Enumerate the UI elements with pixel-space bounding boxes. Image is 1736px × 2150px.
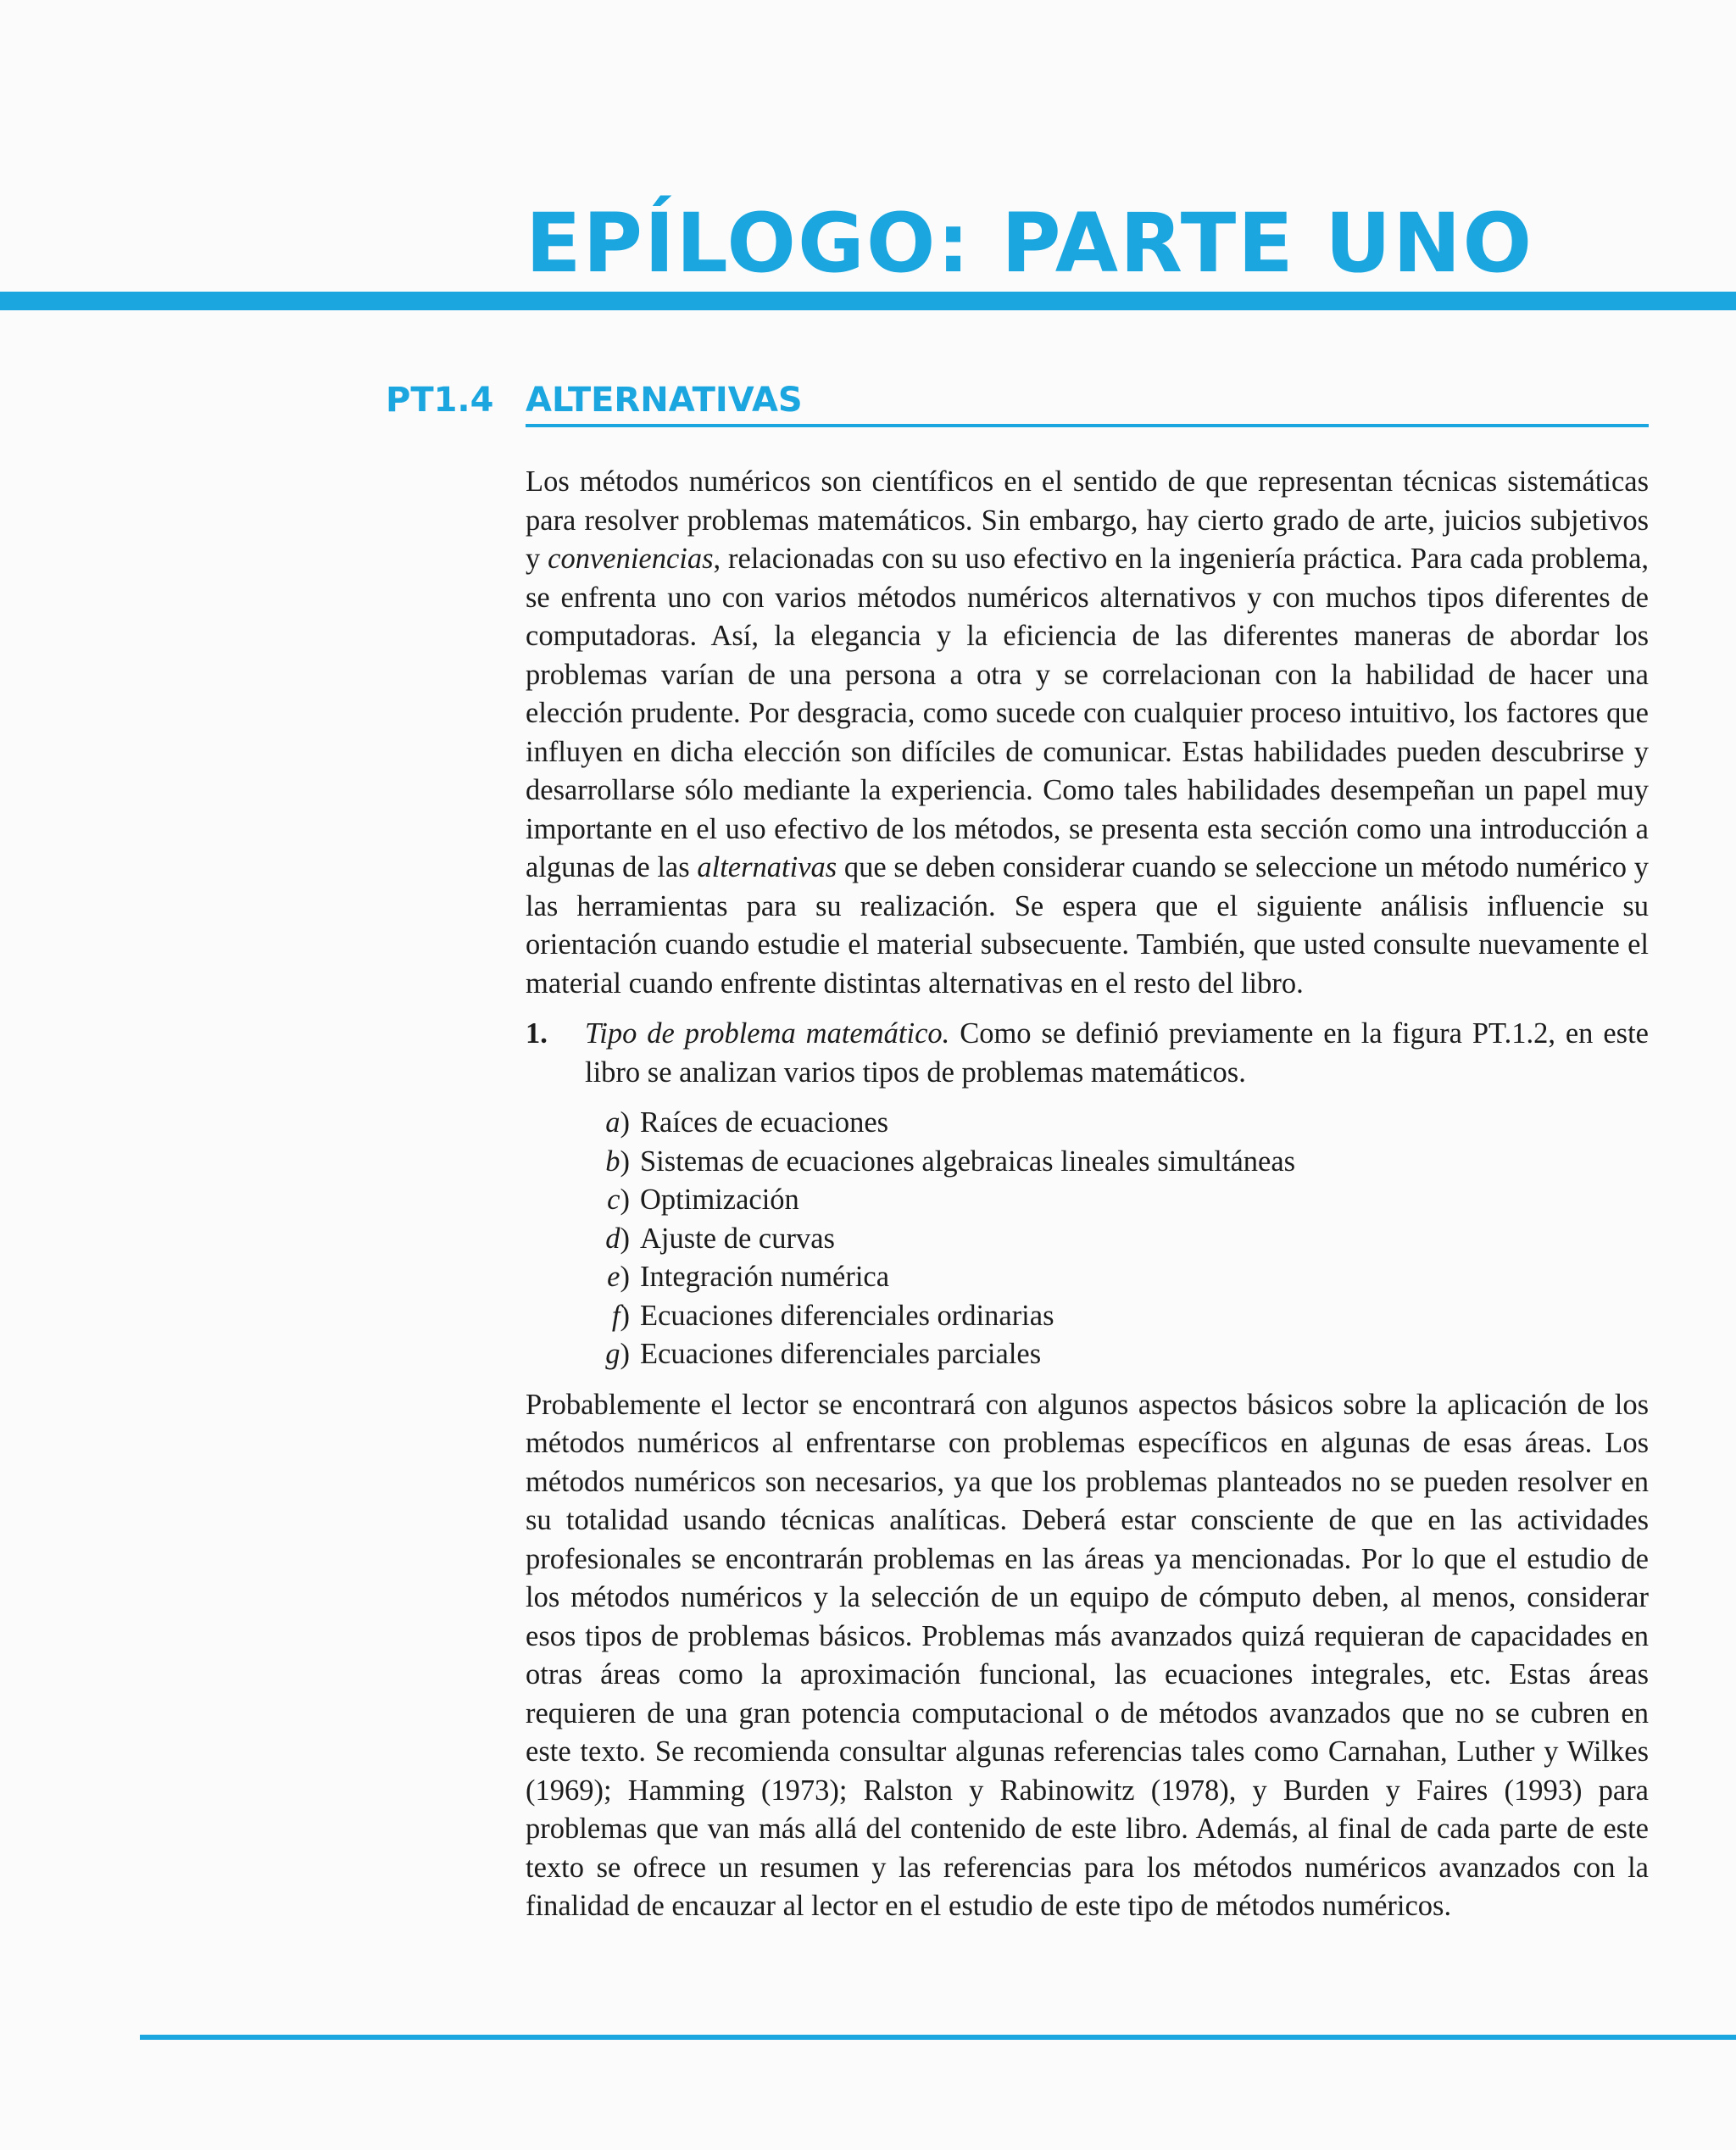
numbered-item-1: [526, 1015, 1649, 1092]
section-title: ALTERNATIVAS: [526, 381, 803, 420]
intro-emphasis-conveniencias: conveniencias: [548, 543, 714, 575]
list-item-marker: g): [605, 1338, 630, 1370]
list-item-marker: f): [611, 1299, 630, 1332]
section-number: PT1.4: [386, 381, 494, 420]
list-item: [526, 1220, 1649, 1259]
list-item-text: Ecuaciones diferenciales parciales: [640, 1338, 1042, 1370]
list-item: [526, 1258, 1649, 1297]
list-item-text: Sistemas de ecuaciones algebraicas lineales simultáneas: [640, 1145, 1296, 1178]
list-item: [526, 1297, 1649, 1336]
problem-type-list: [526, 1104, 1649, 1374]
closing-paragraph: Probablemente el lector se encontrará con algunos aspectos básicos sobre la aplicación de los métodos numéricos al enfrentarse con problemas específicos en algunas de esas áreas. Los métodos numéricos son necesarios, ya que los problemas planteados no se pueden resolver en su totalidad usando técnicas analíticas. Deberá estar consciente de que en las actividades profesionales se encontrarán problemas en las áreas ya mencionadas. Por lo que el estudio de los métodos numéricos y la selección de un equipo de cómputo deben, al menos, considerar esos tipos de problemas básicos. Problemas más avanzados quizá requieran de capacidades en otras áreas como la aproximación funcional, las ecuaciones integrales, etc. Estas áreas requieren de una gran potencia computacional o de métodos avanzados que no se cubren en este texto. Se recomienda consultar algunas referencias tales como Carnahan, Luther y Wilkes (1969); Hamming (1973); Ralston y Rabinowitz (1978), y Burden y Faires (1993) para problemas que van más allá del contenido de este libro. Además, al final de cada parte de este texto se ofrece un resumen y las referencias para los métodos numéricos avanzados con la finalidad de encauzar al lector en el estudio de este tipo de métodos numéricos.: [526, 1388, 1649, 1922]
title-divider: [0, 292, 1736, 310]
list-item-text: Ajuste de curvas: [640, 1222, 835, 1255]
list-item-marker: e): [607, 1261, 630, 1293]
item-number: 1.: [526, 1017, 548, 1050]
item-title: Tipo de problema matemático.: [585, 1017, 950, 1050]
intro-emphasis-alternativas: alternativas: [697, 851, 837, 883]
list-item: [526, 1104, 1649, 1143]
list-item-text: Optimización: [640, 1184, 799, 1216]
list-item-marker: b): [605, 1145, 630, 1178]
intro-text-3: que se deben considerar cuando se seleccione un método numérico y las herramientas para su realización. Se espera que el siguiente análisis influencie su orientación cuando estudie el material subsecuente. También, que usted consulte nuevamente el material cuando enfrente distintas alternativas en el resto del libro.: [526, 851, 1649, 1000]
list-item-text: Raíces de ecuaciones: [640, 1106, 889, 1139]
list-item-marker: d): [605, 1222, 630, 1255]
list-item: [526, 1143, 1649, 1182]
chapter-title: EPÍLOGO: PARTE UNO: [526, 196, 1534, 291]
intro-text-1: Los métodos numéricos son científicos en el sentido de que representan técnicas sistemáticas para resolver problemas matemáticos. Sin embargo, hay cierto grado de arte, juicios subjetivos y: [526, 465, 1649, 575]
main-content: [526, 463, 1649, 1926]
section-divider: [526, 424, 1649, 427]
item-text: Como se definió previamente en la figura PT.1.2, en este libro se analizan varios tipos de problemas matemáticos.: [585, 1017, 1649, 1089]
intro-paragraph: [526, 463, 1649, 1003]
item-body: [585, 1015, 1649, 1092]
list-item-text: Integración numérica: [640, 1261, 890, 1293]
intro-text-2: , relacionadas con su uso efectivo en la ingeniería práctica. Para cada problema, se enfrenta uno con varios métodos numéricos alternativos y con muchos tipos diferentes de computadoras. Así, la elegancia y la eficiencia de las diferentes maneras de abordar los problemas varían de una persona a otra y se correlacionan con la habilidad de hacer una elección prudente. Por desgracia, como sucede con cualquier proceso intuitivo, los factores que influyen en dicha elección son difíciles de comunicar. Estas habilidades pueden descubrirse y desarrollarse sólo mediante la experiencia. Como tales habilidades desempeñan un papel muy importante en el uso efectivo de los métodos, se presenta esta sección como una introducción a algunas de las: [526, 543, 1650, 883]
list-item: [526, 1335, 1649, 1374]
list-item-marker: a): [605, 1106, 630, 1139]
footer-divider: [140, 2035, 1736, 2040]
list-item-text: Ecuaciones diferenciales ordinarias: [640, 1299, 1054, 1332]
list-item-marker: c): [607, 1184, 630, 1216]
list-item: [526, 1181, 1649, 1220]
